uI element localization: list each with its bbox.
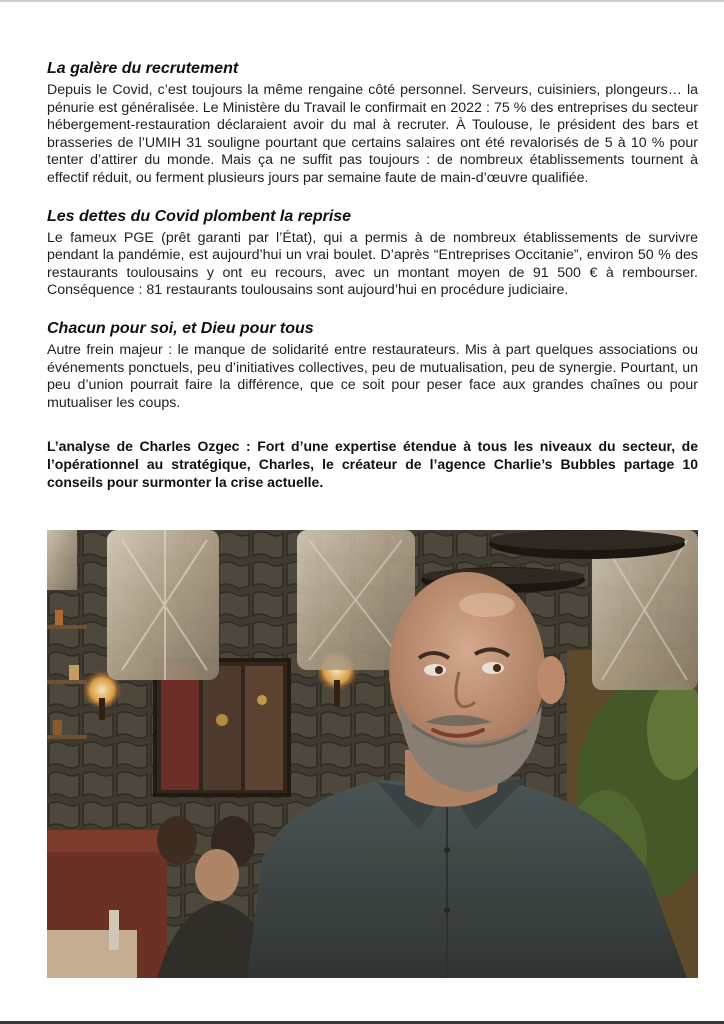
section-title: Les dettes du Covid plombent la reprise [47,207,352,225]
article-text [47,58,698,492]
intro-paragraph: L’analyse de Charles Ozgec : Fort d’une expertise étendue à tous les niveaux du secteur, de l’opérationnel au stratégique, Charles, le créateur de l’agence Charlie’s Bubbles partage 10 conseils pour surmonter la crise actuelle. [47,438,698,490]
photo-illustration [47,530,698,978]
section-title: Chacun pour soi, et Dieu pour tous [47,319,314,337]
photo-man-in-restaurant [47,530,698,978]
section-body: Le fameux PGE (prêt garanti par l’État), qui a permis à de nombreux établissements de survivre pendant la pandémie, est aujourd’hui un vrai boulet. D’après “Entreprises Occitanie”, environ 50 % des restaurants toulousains y ont eu recours, avec un montant moyen de 91 500 € à rembourser. Conséquence : 81 restaurants toulousains sont aujourd’hui en procédure judiciaire. [47,229,698,299]
top-rule [0,0,724,2]
section-body: Autre frein majeur : le manque de solidarité entre restaurateurs. Mis à part quelques associations ou événements ponctuels, peu d’initiatives collectives, peu de mutualisation, peu de synergie. Pourtant, un peu d’union pourrait faire la différence, que ce soit pour peser face aux grandes chaînes ou pour mutualiser les coups. [47,341,698,411]
section-recrutement [47,58,698,188]
section-body: Depuis le Covid, c’est toujours la même rengaine côté personnel. Serveurs, cuisiniers, plongeurs… la pénurie est généralisée. Le Ministère du Travail le confirmait en 2022 : 75 % des entreprises du secteur hébergement-restauration déclaraient avoir du mal à recruter. À Toulouse, le président des bars et brasseries de l’UMIH 31 souligne pourtant que certains salaires ont été revalorisés de 5 à 10 % pour tenter d’attirer du monde. Mais ça ne suffit pas toujours : de nombreux établissements tournent à effectif réduit, ou ferment plusieurs jours par semaine faute de main-d’œuvre qualifiée. [47,82,698,186]
section-dettes [47,206,698,300]
section-title: La galère du recrutement [47,60,239,77]
section-solidarite [47,318,698,412]
